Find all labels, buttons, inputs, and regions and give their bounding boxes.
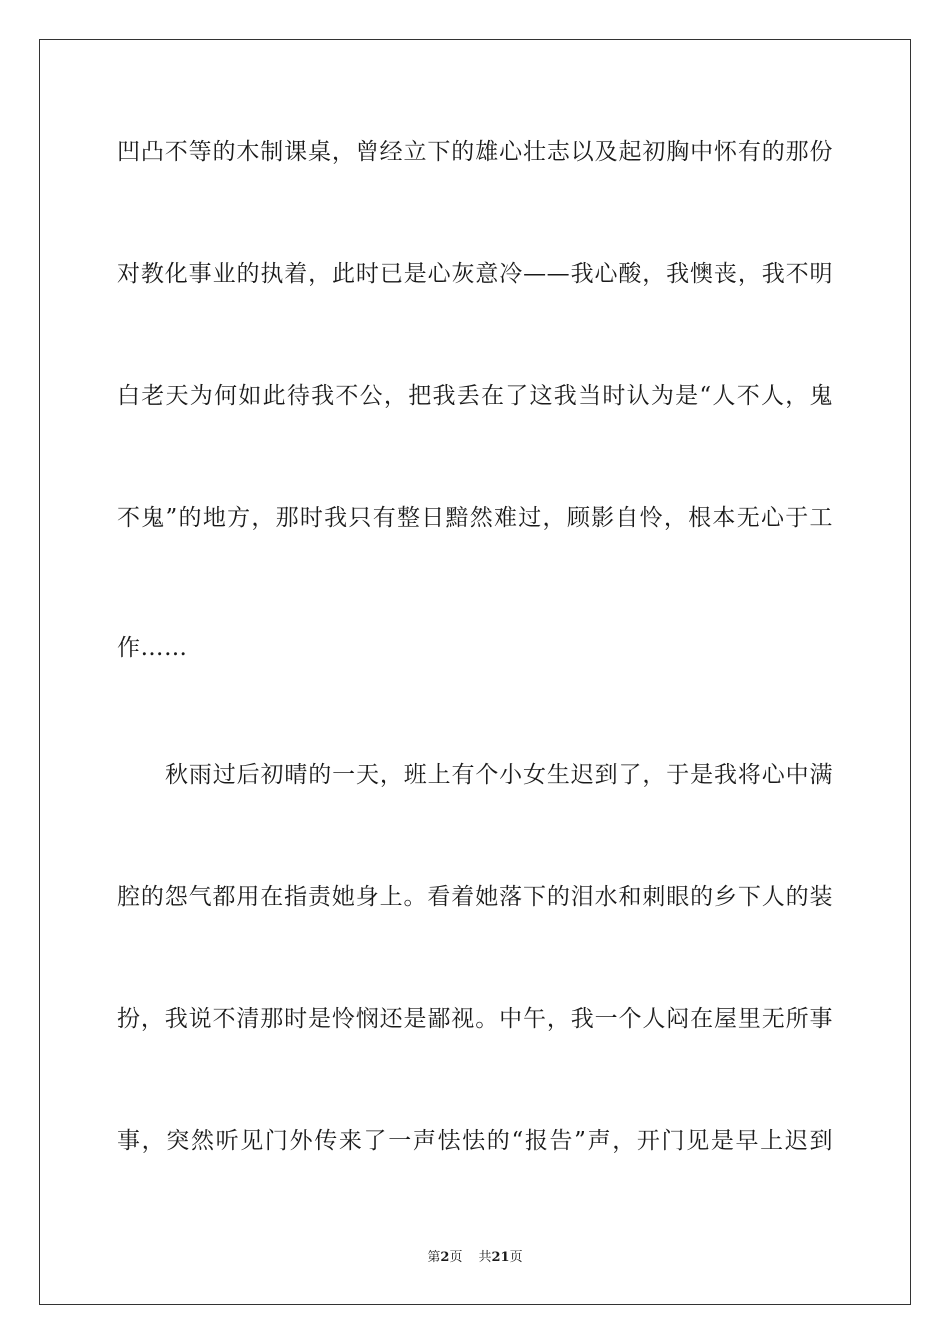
total-page-number: 21 [491, 1250, 510, 1265]
total-unit: 页 [509, 1250, 523, 1265]
page-prefix: 第 [427, 1250, 441, 1265]
paragraph-2-line-2: 腔的怨气都用在指责她身上。看着她落下的泪水和刺眼的乡下人的装 [117, 884, 833, 910]
paragraph-1-line-4: 不鬼”的地方，那时我只有整日黯然难过，顾影自怜，根本无心于工 [117, 505, 833, 531]
current-page-number: 2 [440, 1250, 450, 1265]
page-footer [0, 1249, 950, 1267]
paragraph-1-line-2: 对教化事业的执着，此时已是心灰意冷——我心酸，我懊丧，我不明 [117, 261, 833, 287]
total-prefix: 共 [478, 1250, 492, 1265]
paragraph-1-line-5: 作…… [117, 635, 188, 661]
paragraph-2-line-1: 秋雨过后初晴的一天，班上有个小女生迟到了，于是我将心中满 [165, 762, 833, 788]
paragraph-2-line-4: 事，突然听见门外传来了一声怯怯的“报告”声，开门见是早上迟到 [117, 1128, 833, 1154]
page-unit: 页 [449, 1250, 463, 1265]
paragraph-2-line-3: 扮，我说不清那时是怜悯还是鄙视。中午，我一个人闷在屋里无所事 [117, 1006, 833, 1032]
paragraph-1-line-1: 凹凸不等的木制课桌，曾经立下的雄心壮志以及起初胸中怀有的那份 [117, 139, 833, 165]
paragraph-1-line-3: 白老天为何如此待我不公，把我丢在了这我当时认为是“人不人，鬼 [117, 383, 833, 409]
page-border [39, 39, 911, 1305]
